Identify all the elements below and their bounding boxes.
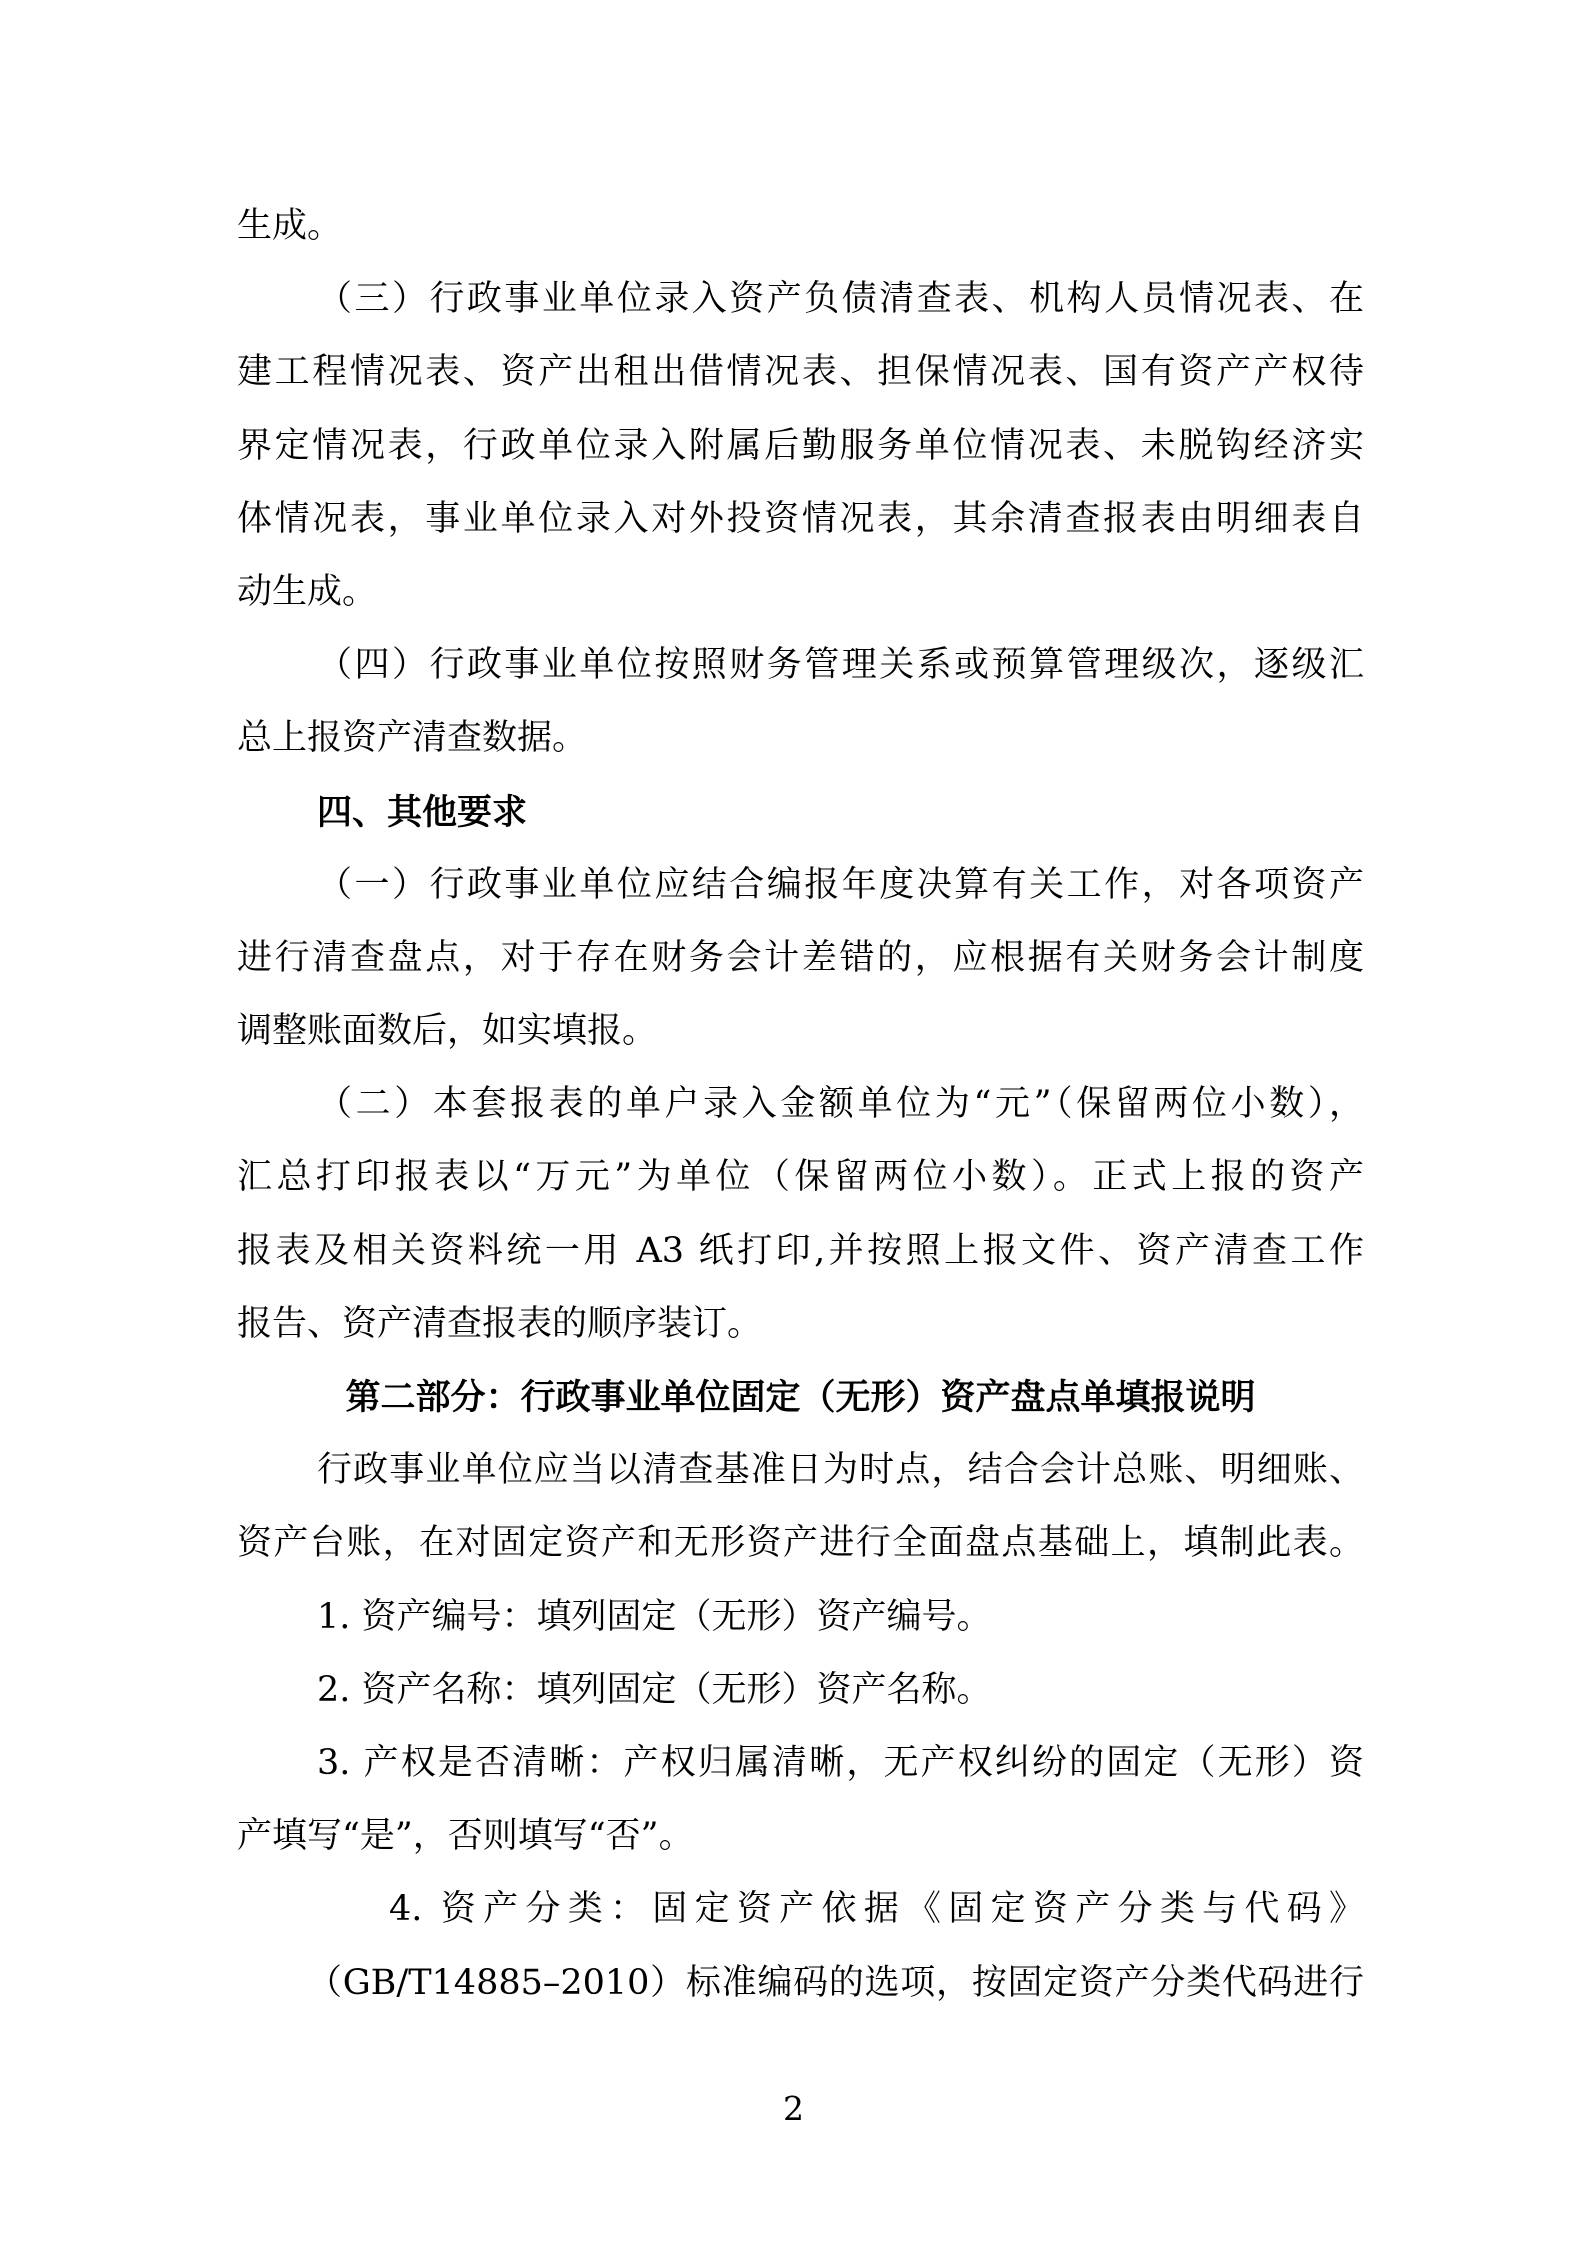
subsection-heading-other-requirements: 四、其他要求: [317, 791, 528, 833]
part2-heading: 第二部分：行政事业单位固定（无形）资产盘点单填报说明: [345, 1377, 1256, 1418]
doc-line-6: （四）行政事业单位按照财务管理关系或预算管理级次，逐级汇: [317, 645, 1364, 686]
doc-line-15: 报告、资产清查报表的顺序装订。: [237, 1303, 763, 1344]
doc-line-1: （三）行政事业单位录入资产负债清查表、机构人员情况表、在: [317, 279, 1364, 320]
document-body: [237, 190, 1364, 2020]
doc-line-24: （GB/T14885–2010）标准编码的选项，按固定资产分类代码进行: [307, 1962, 1364, 2003]
doc-line-11: 调整账面数后，如实填报。: [237, 1011, 658, 1052]
doc-line-2: 建工程情况表、资产出租出借情况表、担保情况表、国有资产产权待: [237, 352, 1364, 393]
doc-line-10: 进行清查盘点，对于存在财务会计差错的，应根据有关财务会计制度: [237, 937, 1364, 978]
doc-line-22: 产填写“是”，否则填写“否”。: [237, 1816, 694, 1857]
doc-line-4: 体情况表，事业单位录入对外投资情况表，其余清查报表由明细表自: [237, 498, 1364, 539]
doc-line-18: 资产台账，在对固定资产和无形资产进行全面盘点基础上，填制此表。: [237, 1523, 1364, 1564]
doc-line-23: 4. 资产分类：固定资产依据《固定资产分类与代码》: [389, 1889, 1364, 1930]
doc-line-21: 3. 产权是否清晰：产权归属清晰，无产权纠纷的固定（无形）资: [317, 1742, 1364, 1783]
doc-line-3: 界定情况表，行政单位录入附属后勤服务单位情况表、未脱钩经济实: [237, 425, 1364, 466]
doc-line-12: （二）本套报表的单户录入金额单位为“元”（保留两位小数），: [317, 1084, 1364, 1125]
doc-line-9: （一）行政事业单位应结合编报年度决算有关工作，对各项资产: [317, 864, 1364, 905]
page-number: 2: [783, 2089, 804, 2128]
doc-line-19: 1. 资产编号：填列固定（无形）资产编号。: [317, 1596, 992, 1637]
doc-line-14: 报表及相关资料统一用 A3 纸打印,并按照上报文件、资产清查工作: [237, 1230, 1364, 1271]
doc-line-17: 行政事业单位应当以清查基准日为时点，结合会计总账、明细账、: [317, 1450, 1364, 1491]
doc-line-20: 2. 资产名称：填列固定（无形）资产名称。: [317, 1669, 992, 1710]
doc-line-7: 总上报资产清查数据。: [237, 718, 588, 759]
doc-line-13: 汇总打印报表以“万元”为单位（保留两位小数）。正式上报的资产: [237, 1157, 1364, 1198]
doc-line-0: 生成。: [237, 206, 343, 246]
doc-line-5: 动生成。: [237, 571, 378, 612]
